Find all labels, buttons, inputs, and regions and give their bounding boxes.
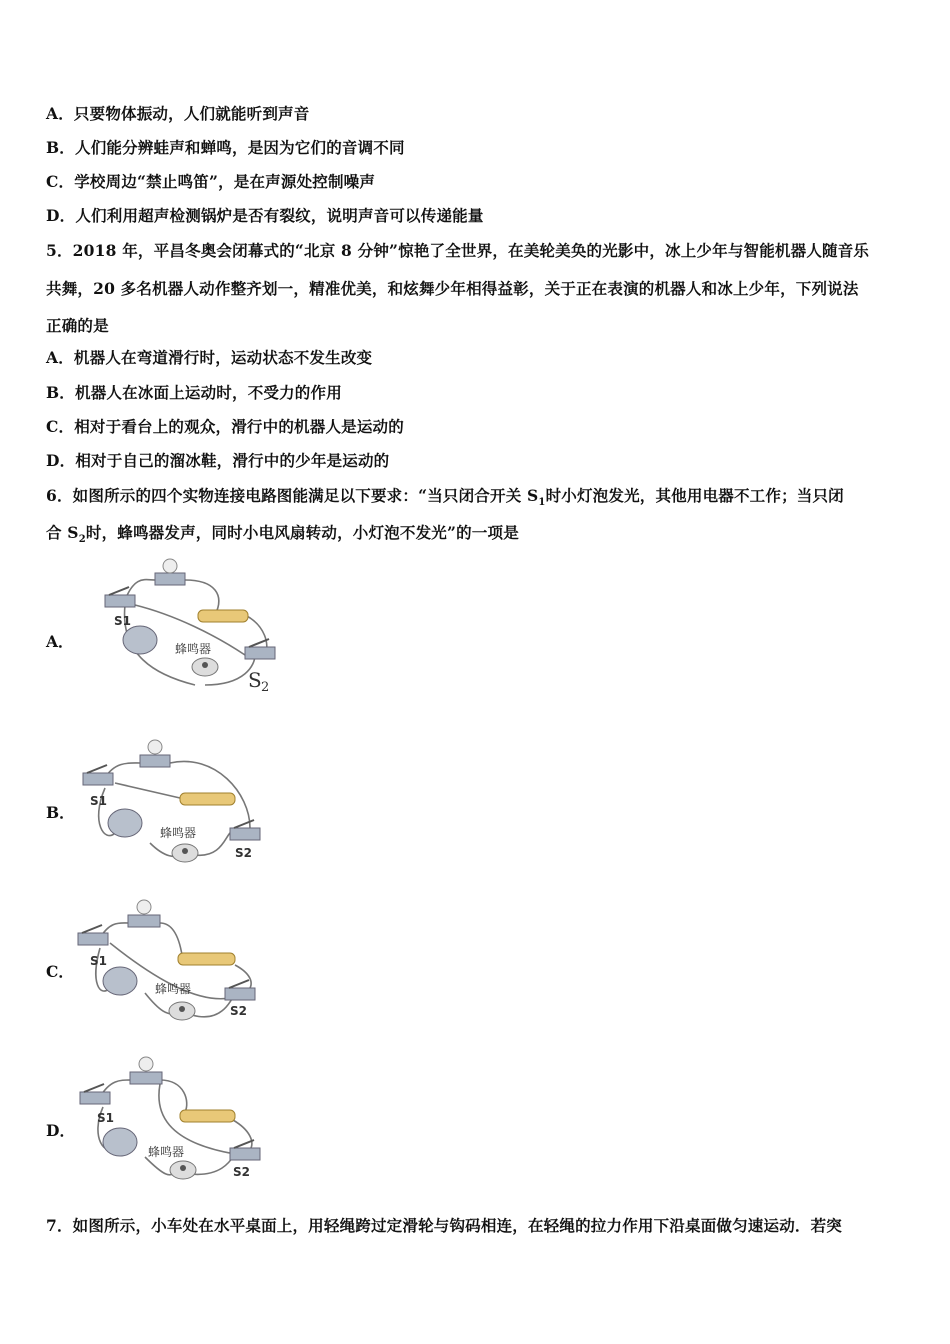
q7-stem-line1: 7．如图所示，小车处在水平桌面上，用轻绳跨过定滑轮与钩码相连，在轻绳的拉力作用下沿桌面做匀速运动．若突 <box>46 1216 842 1235</box>
circuit-d-s2-label: S2 <box>233 1165 250 1179</box>
circuit-b-s1-label: S1 <box>90 794 107 808</box>
circuit-c-s1-label: S1 <box>90 954 107 968</box>
circuit-a-buzzer-label: 蜂鸣器 <box>175 642 212 656</box>
q4-option-a: A．只要物体振动，人们就能听到声音 <box>46 104 310 123</box>
q6-option-b-label: B． <box>46 803 75 822</box>
circuit-c-s2-label: S2 <box>230 1004 247 1018</box>
circuit-diagram-c <box>70 893 265 1038</box>
q4-option-d: D．人们利用超声检测锅炉是否有裂纹，说明声音可以传递能量 <box>46 206 484 225</box>
q5-option-c: C．相对于看台上的观众，滑行中的机器人是运动的 <box>46 417 404 436</box>
q5-option-a: A．机器人在弯道滑行时，运动状态不发生改变 <box>46 348 373 367</box>
circuit-diagram-d <box>75 1052 265 1197</box>
circuit-b-s2-label: S2 <box>235 846 252 860</box>
circuit-d-s1-label: S1 <box>97 1111 114 1125</box>
q6-option-c-label: C． <box>46 962 74 981</box>
circuit-b-buzzer-label: 蜂鸣器 <box>160 826 197 840</box>
q5-option-d: D．相对于自己的溜冰鞋，滑行中的少年是运动的 <box>46 451 390 470</box>
circuit-a-s2-subscript: 2 <box>261 680 270 695</box>
circuit-diagram-b <box>75 733 270 873</box>
q6-stem-line2: 合 $S_2$时，蜂鸣器发声，同时小电风扇转动，小灯泡不发光”的一项是 <box>46 523 519 546</box>
q5-stem-line2: 共舞，20 多名机器人动作整齐划一，精准优美，和炫舞少年相得益彰，关于正在表演的机器人和冰上少年，下列说法 <box>46 279 859 298</box>
q5-stem-line1: 5．2018 年，平昌冬奥会闭幕式的“北京 8 分钟”惊艳了全世界，在美轮美奂的光影中，冰上少年与智能机器人随音乐 <box>46 241 870 260</box>
q6-stem-line1: 6．如图所示的四个实物连接电路图能满足以下要求：“当只闭合开关 $S_1$时小灯泡发光，其他用电器不工作；当只闭 <box>46 486 844 509</box>
circuit-diagram-a <box>95 555 285 695</box>
q6-option-d-label: D． <box>46 1121 75 1140</box>
circuit-a-s2-label: S <box>248 668 262 692</box>
q5-stem-line3: 正确的是 <box>46 316 109 335</box>
circuit-a-s1-label: S1 <box>114 614 131 628</box>
q4-option-c: C．学校周边“禁止鸣笛”，是在声源处控制噪声 <box>46 172 376 191</box>
circuit-d-buzzer-label: 蜂鸣器 <box>148 1145 185 1159</box>
q6-option-a-label: A． <box>46 632 74 651</box>
circuit-c-buzzer-label: 蜂鸣器 <box>155 982 192 996</box>
q4-option-b: B．人们能分辨蛙声和蝉鸣，是因为它们的音调不同 <box>46 138 405 157</box>
q5-option-b: B．机器人在冰面上运动时，不受力的作用 <box>46 383 342 402</box>
